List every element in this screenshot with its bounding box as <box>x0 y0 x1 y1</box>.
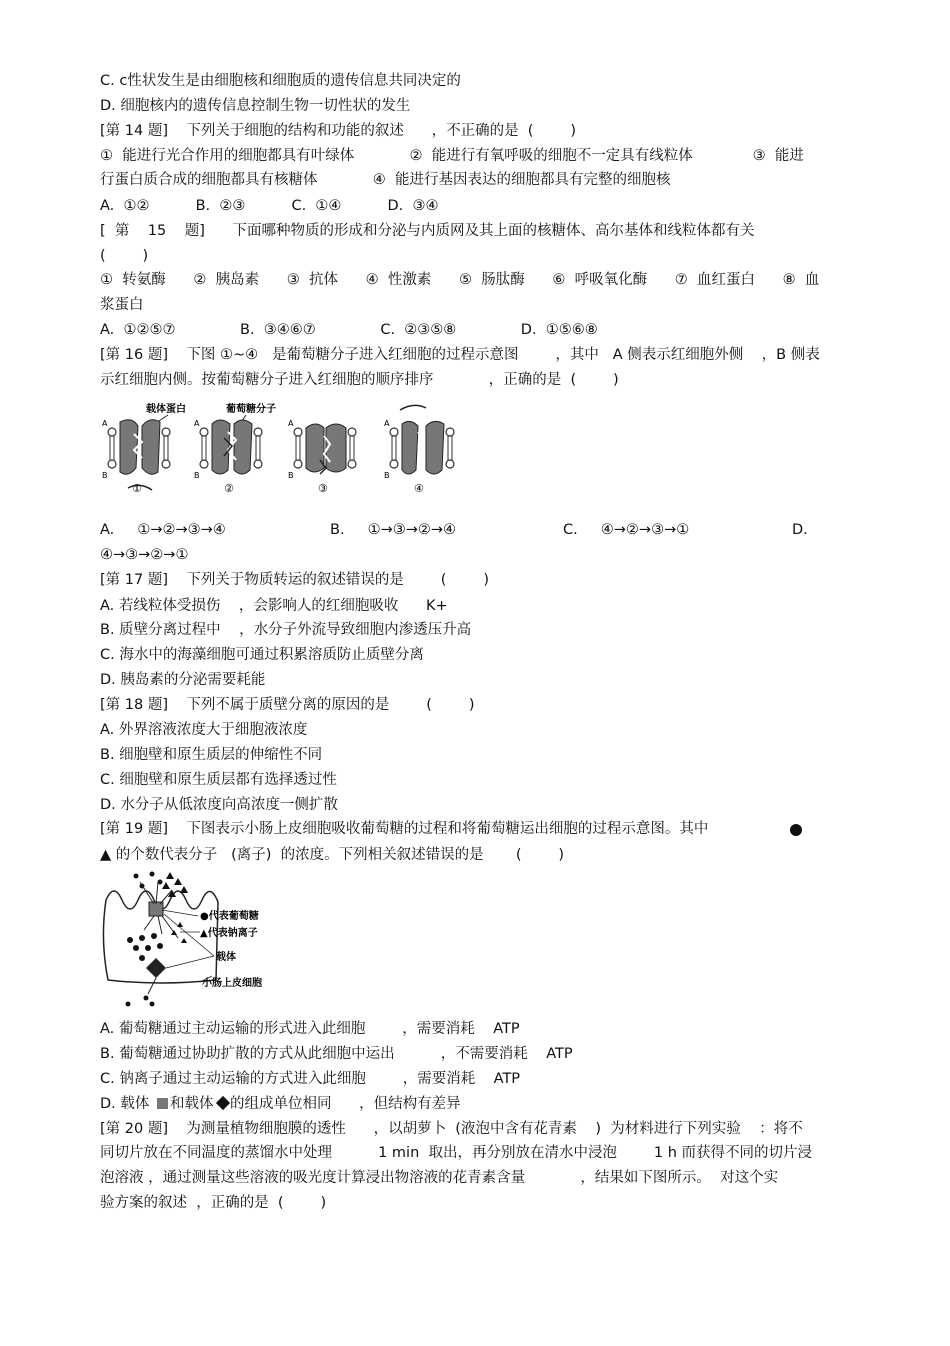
q16-option-b: B. ①→③→②→④ <box>330 522 457 538</box>
black-diamond-icon <box>216 1096 230 1110</box>
q15-items-1: ① 转氨酶 ② 胰岛素 ③ 抗体 ④ 性激素 ⑤ 肠肽酶 ⑥ 呼吸氧化酶 ⑦ 血红蛋白 ⑧ 血 <box>100 272 820 288</box>
q18-stem: [第 18 题] 下列不属于质壁分离的原因的是 ( ) <box>100 697 475 713</box>
fig19-legend-sodium: ▲代表钠离子 <box>200 928 258 939</box>
grey-square-icon <box>157 1098 168 1109</box>
fig19-legend-glucose: ●代表葡萄糖 <box>200 911 259 922</box>
fig16-side-b-3: B <box>288 471 294 480</box>
fig16-side-b-1: B <box>102 471 108 480</box>
fig16-side-a-2: A <box>194 419 200 428</box>
q15-stem: [ 第 15 题] 下面哪种物质的形成和分泌与内质网及其上面的核糖体、高尔基体和线粒体都有关 <box>100 223 755 239</box>
q15-items-2: 浆蛋白 <box>100 297 144 313</box>
fig16-side-b-4: B <box>384 471 390 480</box>
q16-option-d-value: ④→③→②→① <box>100 547 189 563</box>
q15-bracket: ( ) <box>100 248 149 264</box>
q19-option-d-3: 的组成单位相同 ，但结构有差异 <box>230 1096 461 1112</box>
fig16-panel-1 <box>102 419 170 495</box>
q18-option-a: A. 外界溶液浓度大于细胞液浓度 <box>100 722 308 738</box>
fig16-side-b-2: B <box>194 471 200 480</box>
fig16-num-3: ③ <box>318 482 328 495</box>
q13-option-c: C. c性状发生是由细胞核和细胞质的遗传信息共同决定的 <box>100 73 461 89</box>
q16-stem-2: 示红细胞内侧。按葡萄糖分子进入红细胞的顺序排序 ，正确的是 ( ) <box>100 372 619 388</box>
q18-option-d: D. 水分子从低浓度向高浓度一侧扩散 <box>100 797 338 813</box>
q17-option-d: D. 胰岛素的分泌需要耗能 <box>100 672 266 688</box>
fig16-panel-4 <box>384 405 454 495</box>
q19-option-a: A. 葡萄糖通过主动运输的形式进入此细胞 ，需要消耗 ATP <box>100 1021 520 1037</box>
q20-stem-4: 验方案的叙述 ，正确的是 ( ) <box>100 1195 327 1211</box>
fig16-num-4: ④ <box>414 482 424 495</box>
q19-stem-1: [第 19 题] 下图表示小肠上皮细胞吸收葡萄糖的过程和将葡萄糖运出细胞的过程示意图。其中 <box>100 821 709 837</box>
black-circle-icon <box>790 824 802 836</box>
fig16-num-2: ② <box>224 482 234 495</box>
q19-option-c: C. 钠离子通过主动运输的方式进入此细胞 ，需要消耗 ATP <box>100 1071 521 1087</box>
q14-options: A. ①② B. ②③ C. ①④ D. ③④ <box>100 198 439 214</box>
q18-option-b: B. 细胞壁和原生质层的伸缩性不同 <box>100 747 323 763</box>
q16-option-a: A. ①→②→③→④ <box>100 522 226 538</box>
fig16-panel-3 <box>288 419 356 495</box>
fig16-label-glucose: 葡萄糖分子 <box>226 404 276 415</box>
q15-options: A. ①②⑤⑦ B. ③④⑥⑦ C. ②③⑤⑧ D. ①⑤⑥⑧ <box>100 322 598 338</box>
q13-option-d: D. 细胞核内的遗传信息控制生物一切性状的发生 <box>100 98 411 114</box>
q20-stem-2: 同切片放在不同温度的蒸馏水中处理 1 min 取出，再分别放在清水中浸泡 1 h 而获得不同的切片浸 <box>100 1145 812 1161</box>
q17-stem: [第 17 题] 下列关于物质转运的叙述错误的是 ( ) <box>100 572 489 588</box>
fig19-label-carrier: 载体 <box>216 952 236 963</box>
q17-option-b: B. 质壁分离过程中 ，水分子外流导致细胞内渗透压升高 <box>100 622 472 638</box>
q19-intestinal-cell-figure <box>100 868 290 1010</box>
q19-option-d-1: D. 载体 <box>100 1096 150 1112</box>
q20-stem-1: [第 20 题] 为测量植物细胞膜的透性 ，以胡萝卜 (液泡中含有花青素 ) 为材料进行下列实验 ：将不 <box>100 1121 803 1137</box>
q16-stem-1: [第 16 题] 下图 ①~④ 是葡萄糖分子进入红细胞的过程示意图 ，其中 A 侧表示红细胞外侧 ，B 侧表 <box>100 347 820 363</box>
q19-option-d-2: 和载体 <box>170 1096 214 1112</box>
q16-membrane-figure <box>98 398 478 504</box>
fig16-side-a-4: A <box>384 419 390 428</box>
fig19-label-cell: 小肠上皮细胞 <box>202 978 262 989</box>
q20-stem-3: 泡溶液 ，通过测量这些溶液的吸光度计算浸出物溶液的花青素含量 ，结果如下图所示。 对这个实 <box>100 1170 779 1186</box>
fig16-side-a-3: A <box>288 419 294 428</box>
fig16-side-a-1: A <box>102 419 108 428</box>
q19-option-b: B. 葡萄糖通过协助扩散的方式从此细胞中运出 ，不需要消耗 ATP <box>100 1046 573 1062</box>
q16-option-d-label: D. <box>792 522 808 538</box>
fig16-label-carrier: 载体蛋白 <box>146 404 186 415</box>
q17-option-c: C. 海水中的海藻细胞可通过积累溶质防止质壁分离 <box>100 647 424 663</box>
q14-stem: [第 14 题] 下列关于细胞的结构和功能的叙述 ，不正确的是 ( ) <box>100 123 576 139</box>
q14-statements-2: 行蛋白质合成的细胞都具有核糖体 ④ 能进行基因表达的细胞都具有完整的细胞核 <box>100 172 671 188</box>
q14-statements-1: ① 能进行光合作用的细胞都具有叶绿体 ② 能进行有氧呼吸的细胞不一定具有线粒体 ③ 能进 <box>100 148 804 164</box>
fig16-panel-2 <box>194 419 262 495</box>
q18-option-c: C. 细胞壁和原生质层都有选择透过性 <box>100 772 337 788</box>
fig16-num-1: ① <box>132 482 142 495</box>
q16-option-c: C. ④→②→③→① <box>563 522 690 538</box>
q17-option-a: A. 若线粒体受损伤 ，会影响人的红细胞吸收 K+ <box>100 598 448 614</box>
q19-stem-2: ▲ 的个数代表分子 (离子) 的浓度。下列相关叙述错误的是 ( ) <box>100 847 565 863</box>
